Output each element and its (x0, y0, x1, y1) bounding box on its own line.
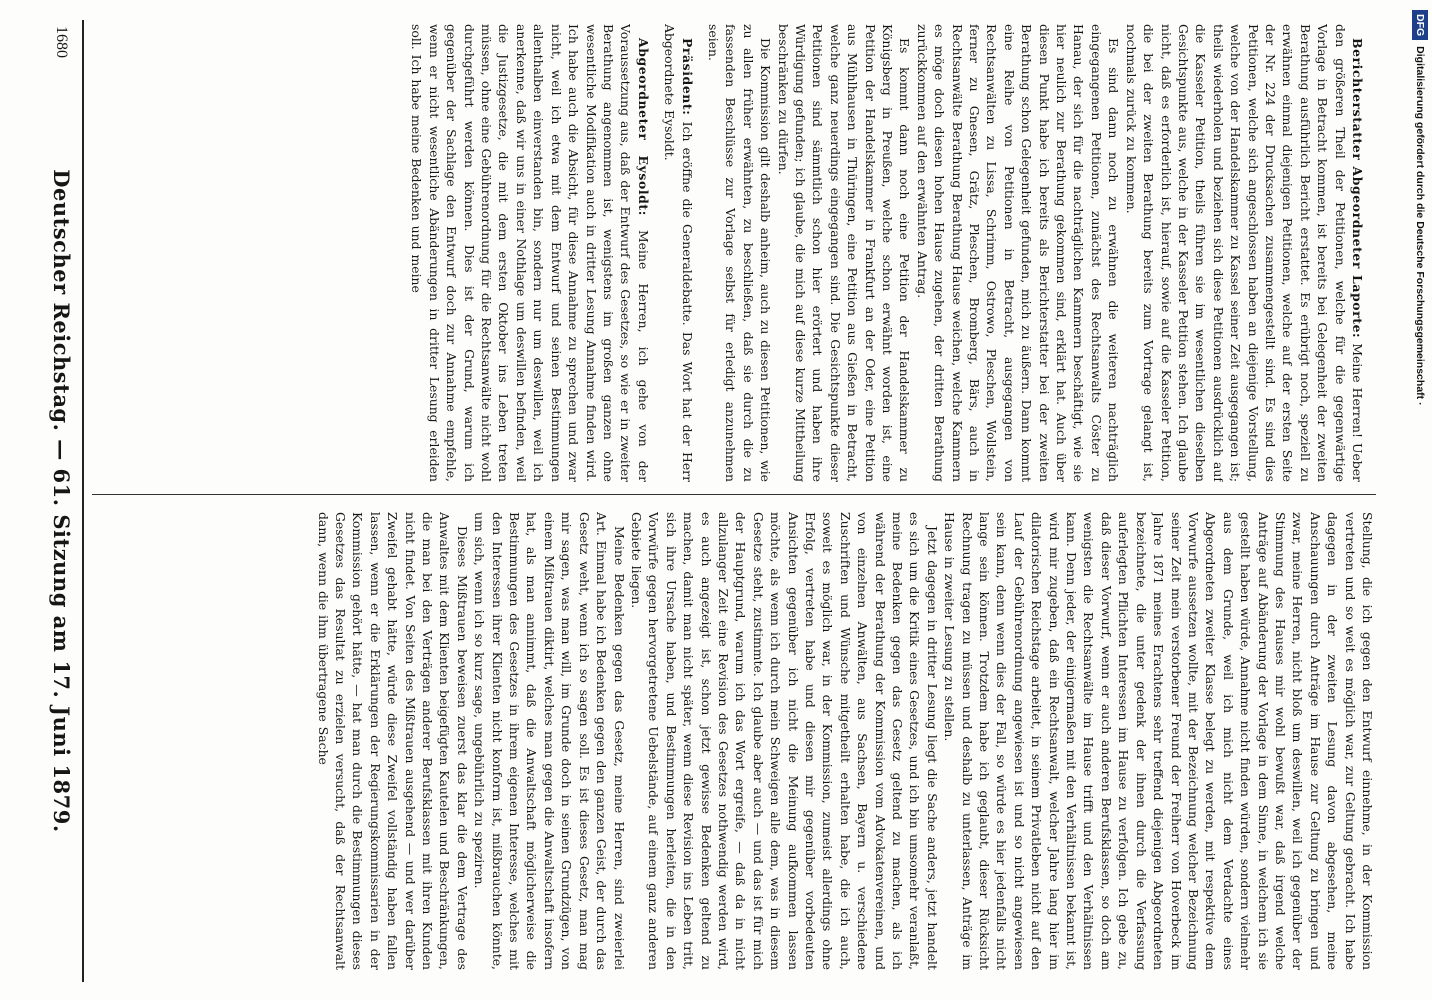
paragraph: Es sind dann noch zu erwähnen die weiteren nachträglich eingegangenen Petitionen, zunächst des Rechtsanwalts Cöster zu Hanau, der sich für die nachträglichen Kammern beschäftigt, wie sie hier neulich zur Berathung gekommen sind, erklärt hat. Auch über diesen Punkt habe ich bereits als Berichterstatter bei der zweiten Berathung schon Gelegenheit gefunden, mich zu äußern. Dann kommt eine Reihe von Petitionen in Betracht, ausgegangen von Rechtsanwälten zu Lissa, Schrimm, Ostrowo, Pleschen, Wollstein, ferner zu Gnesen, Grätz, Pleschen, Bromberg, Bärs, auch in Rechtsanwälte Berathung Berathung Hause weichen, welche Kammern es möge doch diesen hohen Hause zugehen, der dritten Berathung zurückkommen auf den erwähnten Antrag. (914, 24, 1122, 482)
digitization-credit (1412, 10, 1428, 990)
paragraph: Berichterstatter Abgeordneter Laporte: Meine Herren! Ueber den größeren Theil der Petitionen, welche für die gegenwärtige Vorlage in Betracht kommen, ist bereits bei Gelegenheit der zweiten Berathung ausführlich Bericht erstattet. Es erübrigt noch, speziell zu erwähnen einmal diejenigen Petitionen, welche auf der ersten Seite der Nr. 224 der Drucksachen zusammengestellt sind. Es sind dies Petitionen, welche sich angeschlossen haben an diejenige Vorstellung, welche von der Handelskammer zu Kassel seiner Zeit ausgegangen ist; theils wiederholen und beziehen sich diese Petitionen ausdrücklich auf die Kasseler Petition, theils führen sie im wesentlichen dieselben Gesichtspunkte aus, welche in der Kasseler Petition stehen. Ich glaube nicht, daß es erforderlich ist, hierauf, sowie auf die Kasseler Petition, die bei der zweiten Berathung bereits zum Vortrage gelangt ist, nochmals zurück zu kommen. (1123, 24, 1365, 482)
page-number: 1680 (53, 26, 70, 58)
page-header (42, 26, 76, 976)
speaker-name: Präsident: (679, 38, 695, 116)
left-column (96, 24, 1366, 482)
rotated-document-page (16, 0, 1406, 1000)
right-column (94, 512, 1376, 970)
spacer (696, 24, 705, 482)
speaker-name: Berichterstatter Abgeordneter Laporte: (1350, 38, 1365, 339)
paragraph: Stellung, die ich gegen den Entwurf einnehme, in der Kommission vertreten und so weit es möglich war, zur Geltung gebracht. Ich habe dagegen in der zweiten Lesung davon abgesehen, meine Anschauungen durch Anträge im Hause zur Geltung zu bringen und zwar, meine Herren, nicht bloß um deswillen, weil ich gegenüber der Stimmung des Hauses mir wohl bewußt war, daß irgend welche Anträge auf Abänderung der Vorlage in dem Sinne, in welchem ich sie gestellt haben würde, Annahme nicht finden würden, sondern vielmehr aus dem Grunde, weil ich mich nicht dem Verdachte eines Abgeordneten zweiter Klasse belegt zu werden, mit respektive dem Vorwurfe aussetzen wollte, mit der Bezeichnung welcher Bezeichnung seiner Zeit mein verstorbener Freund der Freiherr von Hoverbeck im Jahre 1871 meines Erachtens sehr treffend diejenigen Abgeordneten bezeichnete, die unter gedenk der ihnen durch die Verfassung auferlegten Pflichten Interessen im Hause zu verfolgen. Ich gebe zu, daß dieser Vorwurf, wenn er auch anderen Berufsklassen, so doch am wenigsten die Rechtsanwälte im Hause trifft und den Verhältnissen kann. Denn jeder, der einigermaßen mit den Verhältnissen bekannt ist, wird mir zugeben, daß ein Rechtsanwalt, welcher Jahre lang hier im dilatorischen Reichstage arbeitet, in seinem Privatleben nicht auf den Lauf der Gebührenordnung angewiesen ist und so nicht angewiesen sein kann, denn wenn dies der Fall, so würde es hier jedenfalls nicht lange sein können. Trotzdem habe ich geglaubt, dieser Rücksicht Rechnung tragen zu müssen und deshalb zu unterlassen, Anträge im Hause in zweiter Lesung zu stellen. (942, 512, 1375, 970)
dfg-logo-icon: DFG (1412, 10, 1428, 40)
spacer (652, 24, 661, 482)
paragraph: Jetzt dagegen in dritter Lesung liegt die Sache anders, jetzt handelt es sich um die Kritik eines Gesetzes, und ich bin umsomehr veranlaßt, meine Bedenken gegen das Gesetz geltend zu machen, als ich während der Berathung der Kommission vom Advokatenvereinen, und von einzelnen Anwälten, aus Sachsen, Bayern u. verschiedene Zuschriften und Wünsche mitgetheilt erhalten habe, die ich auch, soweit es möglich war, in der Kommission, zumeist allerdings ohne Erfolg, vertreten habe und diesen mir gegenüber vorbedeuten Ansichten gegenüber ich nicht die Meinung aufkommen lassen möchte, als wenn ich durch mein Schweigen alle dem, was in diesem Gesetze steht, zustimmte. Ich glaube aber auch — und das ist für mich der Hauptgrund, warum ich das Wort ergreife, — daß da in nicht allzulanger Zeit eine Revision des Gesetzes nothwendig werden wird, es auch angezeigt ist, schon jetzt gewisse Bedenken geltend zu machen, damit man nicht später, wenn diese Revision ins Leben tritt, sich ihre Ursache haben, und Bestimmungen herleiten, die in den Vorwürfe gegen hervorgetretene Uebelstände, auf einem ganz anderen Gebiete liegen. (628, 512, 940, 970)
paragraph: Abgeordneter Eysoldt: Meine Herren, ich gehe von der Voraussetzung aus, daß der Entwurf des Gesetzes, so wie er in zweiter Berathung angenommen ist, wenigstens im großen ganzen ohne wesentliche Modifikation auch in dritter Lesung Annahme finden wird. Ich habe auch die Absicht, für diese Annahme zu sprechen und zwar nicht, weil ich etwa mit dem Entwurf und seinen Bestimmungen allenthalben einverstanden bin, sondern nur um deswillen, weil ich anerkenne, daß wir uns in einer Nothlage um deswillen befinden, weil die Justizgesetze, die mit dem ersten Oktober ins Leben treten müssen, ohne eine Gebührenordnung für die Rechtsanwälte nicht wohl durchgeführt werden können. Dies ist der Grund, warum ich gegenüber der Sachlage den Entwurf doch zur Annahme empfehle, wenn er nicht wesentliche Abänderungen in dritter Lesung erleiden soll. Ich habe meine Bedenken und meine (409, 24, 651, 482)
column-separator (92, 494, 1376, 495)
paragraph: Es kommt dann noch eine Petition der Handelskammer zu Königsberg in Preußen, welche schon erwähnt worden ist, eine Petition der Handelskammer in Frankfurt an der Oder, eine Petition aus Mühlhausen in Thüringen, eine Petition aus Gießen in Betracht, welche ganz neuerdings eingegangen sind. Die Gesichtspunkte dieser Petitionen sind sämmtlich schon hier erörtert und haben ihre Würdigung gefunden; ich glaube, die mich auf diese kurze Mittheilung beschränken zu dürfen. (775, 24, 913, 482)
header-rule (82, 20, 84, 982)
credit-text: Digitalisierung gefördert durch die Deutsche Forschungsgemeinschaft · (1414, 46, 1426, 406)
page-title: Deutscher Reichstag. — 61. Sitzung am 17. Juni 1879. (49, 169, 74, 833)
paragraph: Die Kommission gilt deshalb anheim, auch zu diesen Petitionen, wie zu allen früher erwähnten, zu beschließen, daß sie durch die zu fassenden Beschlüsse zur Vorlage selbst für erledigt anzunehmen seien. (705, 24, 774, 482)
paragraph: Meine Bedenken gegen das Gesetz, meine Herren, sind zweierlei Art. Einmal habe ich Bedenken gegen den ganzen Geist, der durch das Gesetz weht, wenn ich so sagen soll. Es ist dieses Gesetz, man mag mir sagen, was man will, im Grunde doch in seinen Grundzügen, von einem Mißtrauen diktirt, welches man gegen die Anwaltschaft insofern hat, als man annimmt, daß die Anwaltschaft möglicherweise die Bestimmungen des Gesetzes in ihrem eigenen Interesse, welches mit den Interessen ihrer Klienten nicht konform ist, mißbrauchen könnte, um sich, wenn ich so kurz sage, ungebührlich zu speziren. (472, 512, 627, 970)
speaker-name: Abgeordneter Eysoldt: (635, 38, 651, 216)
paragraph: Dieses Mißtrauen beweisen zuerst das klar die dem Vertrage des Anwaltes mit dem Klienten beigefügten Kautelen und Beschränkungen, die man bei den Verträgen anderer Berufsklassen mit ihren Kunden nicht findet. Von Seiten des Mißtrauen ausgehend — und wer darüber Zweifel gehabt hätte, würde diese Zweifel vollständig haben fallen lassen, wenn er die Erklärungen der Regierungskommissarien in der Kommission gehört hätte, — hat man durch die Bestimmungen dieses Gesetzes das Resultat zu erzielen versucht, daß der Rechtsanwalt dann, wenn die ihm übertragene Sache (315, 512, 470, 970)
paragraph: Präsident: Ich eröffne die Generaldebatte. Das Wort hat der Herr Abgeordnete Eysoldt. (662, 24, 695, 482)
